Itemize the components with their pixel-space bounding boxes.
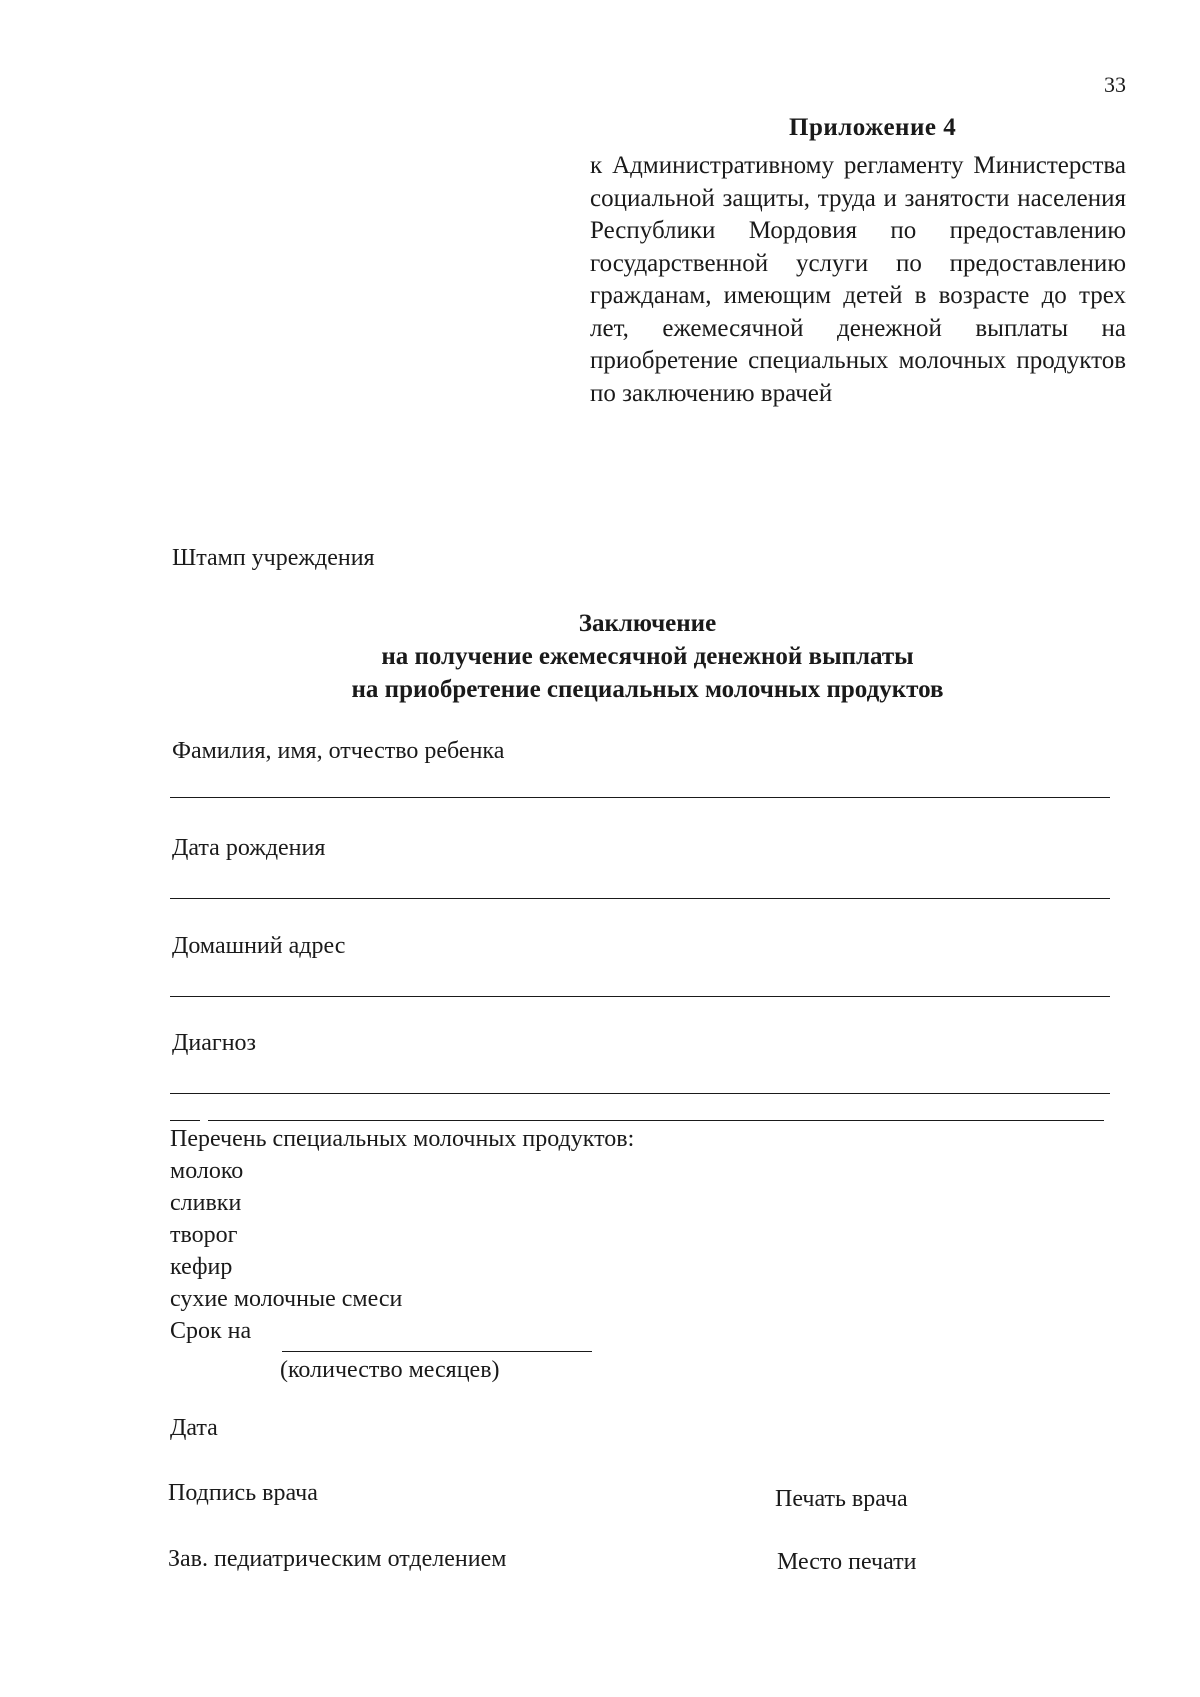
doctor-signature-label: Подпись врача xyxy=(168,1480,318,1506)
product-item: творог xyxy=(170,1222,238,1248)
home-address-label: Домашний адрес xyxy=(172,933,346,959)
diagnosis-line-1[interactable] xyxy=(170,1093,1110,1094)
products-list xyxy=(170,1123,634,1347)
document-title: Заключение xyxy=(578,610,717,637)
date-label: Дата xyxy=(170,1415,218,1441)
head-of-department-label: Зав. педиатрическим отделением xyxy=(168,1546,507,1572)
page-number: 33 xyxy=(1104,72,1126,97)
child-name-label: Фамилия, имя, отчество ребенка xyxy=(172,738,505,764)
appendix-body: к Административному регламенту Министерства социальной защиты, труда и занятости населения Республики Мордовия по предоставлению государственной услуги по предоставлению гражданам, имеющим детей в возрасте до трех лет, ежемесячной денежной выплаты на приобретение специальных молочных продуктов по заключению врачей xyxy=(590,152,1126,407)
products-heading: Перечень специальных молочных продуктов: xyxy=(170,1126,635,1152)
diagnosis-line-2-dash xyxy=(170,1120,200,1121)
term-line[interactable] xyxy=(282,1351,592,1352)
doctor-seal-label: Печать врача xyxy=(775,1486,908,1512)
seal-place-label: Место печати xyxy=(777,1549,917,1575)
diagnosis-label: Диагноз xyxy=(172,1030,257,1056)
product-item: молоко xyxy=(170,1158,244,1184)
term-label: Срок на xyxy=(170,1318,252,1344)
child-name-line[interactable] xyxy=(170,797,1110,798)
product-item: сливки xyxy=(170,1190,242,1216)
document-subtitle-line-2: на приобретение специальных молочных продуктов xyxy=(351,676,944,703)
product-item: сухие молочные смеси xyxy=(170,1286,403,1312)
appendix-title: Приложение 4 xyxy=(789,114,957,141)
product-item: кефир xyxy=(170,1254,233,1280)
stamp-label: Штамп учреждения xyxy=(172,545,375,571)
diagnosis-line-2[interactable] xyxy=(208,1120,1104,1121)
document-subtitle-line-1: на получение ежемесячной денежной выплаты xyxy=(381,643,914,670)
birth-date-label: Дата рождения xyxy=(172,835,326,861)
home-address-line[interactable] xyxy=(170,996,1110,997)
term-hint: (количество месяцев) xyxy=(280,1357,500,1383)
birth-date-line[interactable] xyxy=(170,898,1110,899)
